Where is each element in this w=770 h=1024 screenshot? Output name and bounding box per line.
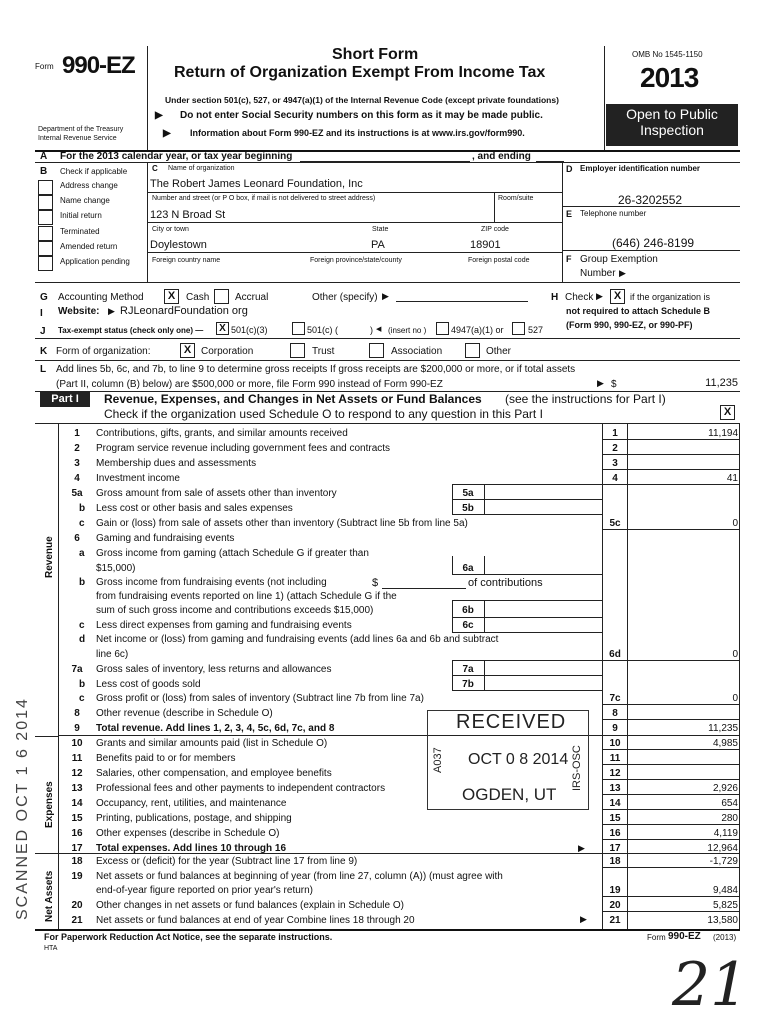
- 527-label: 527: [528, 325, 544, 335]
- zip[interactable]: 18901: [470, 239, 501, 251]
- terminated-label: Terminated: [60, 227, 100, 236]
- line12-text: Salaries, other compensation, and employee benefits: [96, 768, 332, 779]
- omb-number: OMB No 1545-1150: [632, 50, 703, 59]
- association-checkbox[interactable]: [369, 343, 384, 358]
- 527-checkbox[interactable]: [512, 322, 525, 335]
- letter-i: I: [40, 308, 43, 319]
- other-org-checkbox[interactable]: [465, 343, 480, 358]
- line14-value[interactable]: 654: [721, 798, 738, 809]
- line6a-text-1: Gross income from gaming (attach Schedule G if greater than: [96, 548, 369, 559]
- line1-box: 1: [612, 428, 618, 439]
- scanned-margin-stamp: SCANNED OCT 1 6 2014: [14, 697, 31, 920]
- open-public-text: Open to Public: [626, 106, 718, 122]
- association-label: Association: [391, 346, 443, 357]
- line6d-text-1: Net income or (loss) from gaming and fundraising events (add lines 6a and 6b and subtract: [96, 634, 499, 645]
- foreign-province-label: Foreign province/state/county: [310, 257, 402, 264]
- l-arrow: ▶: [597, 378, 604, 388]
- line8-text: Other revenue (describe in Schedule O): [96, 708, 273, 719]
- stamp-city: OGDEN, UT: [462, 785, 557, 804]
- open-public-box: [606, 104, 738, 146]
- room-suite-label: Room/suite: [498, 195, 534, 202]
- line9-box: 9: [612, 723, 618, 734]
- tax-exempt-label: Tax-exempt status (check only one) —: [58, 326, 204, 335]
- arrow-2: ▶: [163, 128, 171, 139]
- form-title: Return of Organization Exempt From Income Tax: [174, 64, 546, 81]
- line18-text: Excess or (deficit) for the year (Subtract line 17 from line 9): [96, 856, 358, 867]
- letter-b: B: [40, 166, 48, 177]
- accrual-checkbox[interactable]: [214, 289, 229, 304]
- h-text-3: not required to attach Schedule B: [566, 306, 711, 316]
- line7c-text: Gross profit or (loss) from sales of inventory (Subtract line 7b from line 7a): [96, 693, 424, 704]
- line17-num: 17: [71, 843, 83, 854]
- line11-box: 11: [609, 753, 621, 764]
- line15-num: 15: [71, 813, 83, 824]
- line6c-num: c: [79, 620, 85, 631]
- line6d-value[interactable]: 0: [732, 649, 738, 660]
- other-org-label: Other: [486, 346, 512, 357]
- name-change-checkbox[interactable]: [38, 195, 53, 210]
- line5c-num: c: [79, 518, 85, 529]
- line4-num: 4: [74, 473, 80, 484]
- line13-text: Professional fees and other payments to independent contractors: [96, 783, 386, 794]
- line6b-box: 6b: [462, 605, 474, 616]
- ein-label: Employer identification number: [580, 164, 701, 173]
- corporation-label: Corporation: [201, 346, 254, 357]
- line20-text: Other changes in net assets or fund balances (explain in Schedule O): [96, 900, 404, 911]
- line6-num: 6: [74, 533, 80, 544]
- received-stamp: [427, 710, 589, 810]
- hta-label: HTA: [44, 945, 58, 952]
- part1-title-note: (see the instructions for Part I): [505, 392, 666, 406]
- line19-num: 19: [71, 871, 83, 882]
- stamp-left-code: A037: [432, 747, 444, 773]
- stamp-received-text: RECEIVED: [456, 711, 567, 733]
- website-value[interactable]: RJLeonardFoundation org: [120, 305, 248, 317]
- h-text-2: if the organization is: [630, 292, 711, 302]
- line21-arrow: ▶: [580, 914, 587, 924]
- line6a-box: 6a: [462, 563, 474, 574]
- letter-h: H: [551, 292, 559, 303]
- line6d-num: d: [79, 634, 86, 645]
- line10-box: 10: [609, 738, 621, 749]
- 4947-checkbox[interactable]: [436, 322, 449, 335]
- line6c-box: 6c: [462, 620, 474, 631]
- letter-k: K: [40, 346, 48, 357]
- group-number-label: Number: [580, 268, 616, 279]
- line13-num: 13: [71, 783, 83, 794]
- part1-label: Part I: [40, 392, 90, 407]
- address-change-label: Address change: [60, 181, 118, 190]
- cash-checkbox[interactable]: X: [164, 289, 179, 304]
- 501c3-checkbox[interactable]: X: [216, 322, 229, 335]
- line8-num: 8: [74, 708, 80, 719]
- ein-value[interactable]: 26-3202552: [618, 193, 683, 207]
- line1-num: 1: [74, 428, 80, 439]
- footer-form-number: 990-EZ: [668, 931, 701, 942]
- line17-arrow: ▶: [578, 843, 585, 853]
- h-arrow: ▶: [596, 291, 603, 301]
- h-check: Check: [565, 292, 594, 303]
- side-net-assets: Net Assets: [44, 870, 55, 922]
- initial-return-checkbox[interactable]: [38, 210, 53, 225]
- amended-return-label: Amended return: [60, 242, 118, 251]
- line2-box: 2: [612, 443, 618, 454]
- line7b-num: b: [79, 679, 86, 690]
- inspection-text: Inspection: [640, 122, 704, 138]
- h-text-4: (Form 990, 990-EZ, or 990-PF): [566, 320, 693, 330]
- line6a-num: a: [79, 548, 85, 559]
- name-change-label: Name change: [60, 196, 110, 205]
- line6b-text-3: sum of such gross income and contributions exceeds $15,000): [96, 605, 374, 616]
- line11-num: 11: [71, 753, 83, 764]
- accounting-method-label: Accounting Method: [58, 292, 144, 303]
- schedule-b-checkbox[interactable]: X: [610, 289, 625, 304]
- footer-form-word: Form: [647, 933, 666, 942]
- state-label: State: [372, 226, 389, 233]
- insert-arrow: ◀: [376, 326, 382, 333]
- line4-text: Investment income: [96, 473, 180, 484]
- line16-value[interactable]: 4,119: [713, 828, 738, 839]
- foreign-postal-label: Foreign postal code: [468, 257, 530, 264]
- line1-value[interactable]: 11,194: [708, 428, 738, 439]
- ssn-notice: Do not enter Social Security numbers on this form as it may be made public.: [180, 110, 543, 121]
- letter-c: C: [152, 164, 158, 173]
- side-expenses: Expenses: [44, 781, 55, 828]
- line4-value[interactable]: 41: [726, 473, 738, 484]
- info-notice: Information about Form 990-EZ and its instructions is at www.irs.gov/form990.: [190, 128, 525, 138]
- line16-text: Other expenses (describe in Schedule O): [96, 828, 280, 839]
- line7c-value[interactable]: 0: [732, 693, 738, 704]
- line6b-text-1: Gross income from fundraising events (not including: [96, 577, 327, 588]
- line6d-box: 6d: [609, 649, 621, 660]
- 501c-label: 501(c) (: [307, 325, 339, 335]
- line10-value[interactable]: 4,985: [712, 738, 738, 749]
- line5c-text: Gain or (loss) from sale of assets other than inventory (Subtract line 5b from line 5a): [96, 518, 468, 529]
- handwritten-page-number: 21: [672, 950, 749, 1020]
- line5c-value[interactable]: 0: [732, 518, 738, 529]
- line21-box: 21: [609, 915, 621, 926]
- and-ending: , and ending: [472, 151, 531, 162]
- line7a-text: Gross sales of inventory, less returns and allowances: [96, 664, 332, 675]
- line6c-text: Less direct expenses from gaming and fundraising events: [96, 620, 352, 631]
- irs-label: Internal Revenue Service: [38, 135, 117, 142]
- letter-d: D: [566, 164, 573, 174]
- line5b-num: b: [79, 503, 86, 514]
- line17-box: 17: [609, 843, 621, 854]
- line21-text: Net assets or fund balances at end of year Combine lines 18 through 20: [96, 915, 415, 926]
- 4947-label: 4947(a)(1) or: [451, 325, 504, 335]
- paperwork-notice: For Paperwork Reduction Act Notice, see the separate instructions.: [44, 932, 333, 942]
- line17-text: Total expenses. Add lines 10 through 16: [96, 843, 287, 854]
- form-number: 990-EZ: [62, 52, 135, 79]
- line5a-text: Gross amount from sale of assets other than inventory: [96, 488, 337, 499]
- dept-treasury: Department of the Treasury: [38, 126, 124, 133]
- other-method-label: Other (specify): [312, 292, 378, 303]
- line9-num: 9: [74, 723, 80, 734]
- line3-box: 3: [612, 458, 618, 469]
- short-form-label: Short Form: [332, 46, 419, 63]
- line11-text: Benefits paid to or for members: [96, 753, 236, 764]
- application-pending-checkbox[interactable]: [38, 256, 53, 271]
- line6b-dollar: $: [372, 577, 379, 589]
- line2-text: Program service revenue including government fees and contracts: [96, 443, 391, 454]
- line5b-text: Less cost or other basis and sales expenses: [96, 503, 293, 514]
- group-exemption-label: Group Exemption: [580, 254, 658, 265]
- initial-return-label: Initial return: [60, 211, 102, 220]
- line16-num: 16: [71, 828, 83, 839]
- letter-e: E: [566, 209, 573, 219]
- line10-text: Grants and similar amounts paid (list in Schedule O): [96, 738, 328, 749]
- side-revenue: Revenue: [44, 536, 55, 578]
- l-dollar: $: [611, 379, 617, 390]
- arrow-1: ▶: [155, 110, 163, 121]
- state[interactable]: PA: [371, 239, 385, 251]
- line19-value[interactable]: 9,484: [712, 885, 738, 896]
- website-label: Website:: [58, 306, 100, 317]
- line7c-box: 7c: [609, 693, 621, 704]
- application-pending-label: Application pending: [60, 257, 130, 266]
- line20-value[interactable]: 5,825: [712, 900, 738, 911]
- street-address[interactable]: 123 N Broad St: [150, 209, 226, 221]
- letter-j: J: [40, 326, 46, 337]
- line2-num: 2: [74, 443, 80, 454]
- phone-label: Telephone number: [580, 209, 647, 218]
- city[interactable]: Doylestown: [150, 239, 207, 251]
- l-text-2: (Part II, column (B) below) are $500,000 or more, file Form 990 instead of Form 990-EZ: [56, 379, 443, 390]
- foreign-country-label: Foreign country name: [152, 257, 221, 264]
- letter-f: F: [566, 254, 572, 264]
- corporation-checkbox[interactable]: X: [180, 343, 195, 358]
- letter-g: G: [40, 292, 48, 303]
- cash-label: Cash: [186, 292, 210, 303]
- 501c3-label: 501(c)(3): [231, 325, 268, 335]
- line13-value[interactable]: 2,926: [712, 783, 738, 794]
- form-org-label: Form of organization:: [56, 346, 151, 357]
- line15-text: Printing, publications, postage, and shipping: [96, 813, 292, 824]
- line6b-of-contrib: of contributions: [468, 577, 543, 589]
- part1-title: Revenue, Expenses, and Changes in Net Assets or Fund Balances: [104, 392, 482, 406]
- line5a-box: 5a: [462, 488, 474, 499]
- tax-year: 2013: [640, 62, 699, 93]
- line6b-num: b: [79, 577, 86, 588]
- section-a-text: For the 2013 calendar year, or tax year beginning: [60, 151, 293, 162]
- line7b-text: Less cost of goods sold: [96, 679, 201, 690]
- line7a-num: 7a: [71, 664, 83, 675]
- line5b-box: 5b: [462, 503, 474, 514]
- line6a-text-2: $15,000): [96, 563, 136, 574]
- form-word: Form: [35, 62, 54, 71]
- line18-value[interactable]: -1,729: [709, 856, 738, 867]
- line15-value[interactable]: 280: [721, 813, 738, 824]
- group-arrow: ▶: [619, 268, 626, 278]
- org-name[interactable]: The Robert James Leonard Foundation, Inc: [150, 178, 363, 190]
- line15-box: 15: [609, 813, 621, 824]
- gross-receipts-value[interactable]: 11,235: [705, 377, 738, 389]
- line20-num: 20: [71, 900, 83, 911]
- line9-value[interactable]: 11,235: [708, 723, 738, 734]
- line7b-box: 7b: [462, 679, 474, 690]
- line18-num: 18: [71, 856, 83, 867]
- accrual-label: Accrual: [235, 292, 269, 303]
- line18-box: 18: [609, 856, 621, 867]
- letter-l: L: [40, 364, 47, 375]
- line5a-num: 5a: [71, 488, 83, 499]
- line12-num: 12: [71, 768, 83, 779]
- stamp-date: OCT 0 8 2014: [468, 751, 569, 768]
- line19-text-2: end-of-year figure reported on prior year's return): [96, 885, 314, 896]
- website-arrow: ▶: [108, 306, 115, 316]
- line20-box: 20: [609, 900, 621, 911]
- street-label: Number and street (or P O box, if mail is not delivered to street address): [152, 195, 376, 202]
- line9-text: Total revenue. Add lines 1, 2, 3, 4, 5c, 6d, 7c, and 8: [96, 723, 335, 734]
- line7c-num: c: [79, 693, 85, 704]
- schedule-o-checkbox[interactable]: X: [720, 405, 735, 420]
- 501c-checkbox[interactable]: [292, 322, 305, 335]
- phone-value[interactable]: (646) 246-8199: [612, 236, 695, 250]
- l-text-1: Add lines 5b, 6c, and 7b, to line 9 to determine gross receipts If gross receipts are $200,000 or more, or if total assets: [56, 364, 576, 375]
- part1-check-text: Check if the organization used Schedule O to respond to any question in this Part I: [104, 407, 543, 421]
- line19-box: 19: [609, 885, 621, 896]
- org-name-label: Name of organization: [168, 165, 235, 172]
- line8-box: 8: [612, 708, 618, 719]
- line17-value[interactable]: 12,964: [707, 843, 738, 854]
- line5c-box: 5c: [609, 518, 621, 529]
- trust-checkbox[interactable]: [290, 343, 305, 358]
- line6-text: Gaming and fundraising events: [96, 533, 235, 544]
- footer-year: (2013): [713, 933, 737, 942]
- line3-text: Membership dues and assessments: [96, 458, 257, 469]
- line3-num: 3: [74, 458, 80, 469]
- check-applicable: Check if applicable: [60, 167, 128, 176]
- line7a-box: 7a: [462, 664, 474, 675]
- insert-label: (insert no ): [388, 326, 427, 335]
- line19-text-1: Net assets or fund balances at beginning of year (from line 27, column (A)) (must agree with: [96, 871, 503, 882]
- line21-num: 21: [71, 915, 83, 926]
- letter-a: A: [40, 151, 48, 162]
- under-section: Under section 501(c), 527, or 4947(a)(1) of the Internal Revenue Code (except private foundations): [165, 95, 559, 105]
- other-arrow: ▶: [382, 291, 389, 301]
- line21-value[interactable]: 13,580: [707, 915, 738, 926]
- line14-text: Occupancy, rent, utilities, and maintenance: [96, 798, 287, 809]
- line10-num: 10: [71, 738, 83, 749]
- zip-label: ZIP code: [481, 226, 509, 233]
- terminated-checkbox[interactable]: [38, 226, 53, 241]
- line14-num: 14: [71, 798, 83, 809]
- line16-box: 16: [609, 828, 621, 839]
- line13-box: 13: [609, 783, 621, 794]
- 501c-close: ): [370, 325, 373, 335]
- line12-box: 12: [609, 768, 621, 779]
- address-change-checkbox[interactable]: [38, 180, 53, 195]
- stamp-right-code: IRS-OSC: [571, 745, 583, 791]
- line1-text: Contributions, gifts, grants, and similar amounts received: [96, 428, 348, 439]
- line14-box: 14: [609, 798, 621, 809]
- line4-box: 4: [612, 473, 618, 484]
- city-label: City or town: [152, 226, 189, 233]
- amended-return-checkbox[interactable]: [38, 241, 53, 256]
- line6b-text-2: from fundraising events reported on line 1) (attach Schedule G if the: [96, 591, 397, 602]
- trust-label: Trust: [312, 346, 335, 357]
- line6d-text-2: line 6c): [96, 649, 129, 660]
